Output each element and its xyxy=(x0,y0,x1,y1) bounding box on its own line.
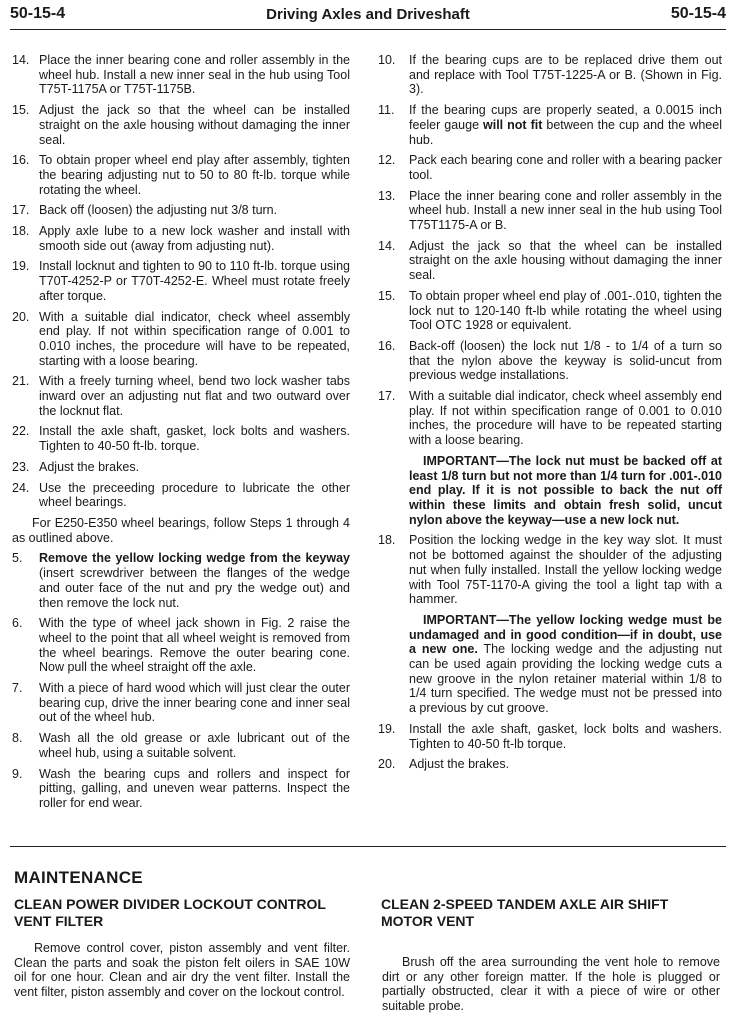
step-item: 22. Install the axle shaft, gasket, lock bolts and washers. Tighten to 40-50 ft-lb. torque. xyxy=(12,424,350,454)
step-item: 16. To obtain proper wheel end play after assembly, tighten the bearing adjusting nut to 50 to 80 ft-lb. torque while rotating the wheel. xyxy=(12,153,350,197)
step-item: 6. With the type of wheel jack shown in Fig. 2 raise the wheel to the point that all wheel weight is removed from the wheel bearings. Remove the outer bearing cone. Now pull the wheel straight off the axle. xyxy=(12,616,350,675)
step-item: 12. Pack each bearing cone and roller with a bearing packer tool. xyxy=(378,153,722,182)
section-rule xyxy=(10,846,726,847)
step-item: 9. Wash the bearing cups and rollers and inspect for pitting, galling, and uneven wear patterns. Inspect the roller for end wear. xyxy=(12,766,350,810)
step-item: 20. Adjust the brakes. xyxy=(378,757,510,772)
step-item: 14. Place the inner bearing cone and roller assembly in the wheel hub. Install a new inner seal in the hub using Tool T75T-1175A or T75T-1175B. xyxy=(12,53,350,97)
step-item: 18. Apply axle lube to a new lock washer and install with smooth side out (away from adjusting nut). xyxy=(12,224,350,253)
step-item: 21. With a freely turning wheel, bend two lock washer tabs inward over an adjusting nut flat and two outward over the locknut flat. xyxy=(12,374,350,418)
step-item: 7. With a piece of hard wood which will just clear the outer bearing cup, drive the inner bearing cone and inner seal out of the wheel hub. xyxy=(12,681,350,725)
step-item: 19. Install the axle shaft, gasket, lock bolts and washers. Tighten to 40-50 ft-lb torque. xyxy=(378,721,722,751)
important-note: IMPORTANT—The yellow locking wedge must be undamaged and in good condition—if in doubt, use a new one. The locking wedge and the adjusting nut can be used again providing the locking wedge cuts a new groove in the nylon retainer material within 1/8 to 1/4 turn specified. The wedge must not be pressed into a previous by cut groove. xyxy=(409,612,722,716)
step-item: 8. Wash all the old grease or axle lubricant out of the wheel hub, using a suitable solvent. xyxy=(12,731,350,760)
subsection-title: CLEAN POWER DIVIDER LOCKOUT CONTROL VENT FILTER xyxy=(14,896,326,929)
step-item: 14. Adjust the jack so that the wheel can be installed straight on the axle housing without damaging the inner seal. xyxy=(378,238,722,283)
subsection-body: Remove control cover, piston assembly and vent filter. Clean the parts and soak the piston felt oilers in SAE 10W oil for one hour. Clean and air dry the vent filter. Install the vent filter, piston assembly and cover on the lockout control. xyxy=(14,941,350,1000)
subsection-title: CLEAN 2-SPEED TANDEM AXLE AIR SHIFT MOTOR VENT xyxy=(381,896,669,929)
step-item: 16. Back-off (loosen) the lock nut 1/8 - to 1/4 of a turn so that the nylon above the keyway is solid-uncut from previous wedge installations. xyxy=(378,338,722,383)
step-item: 23. Adjust the brakes. xyxy=(12,459,140,474)
header-rule xyxy=(10,29,726,30)
step-item: 11. If the bearing cups are properly seated, a 0.0015 inch feeler gauge will not fit between the cup and the wheel hub. xyxy=(378,103,722,147)
step-item: 18. Position the locking wedge in the key way slot. It must not be bottomed against the shoulder of the adjusting nut when fully installed. Install the yellow locking wedge with Tool 75T-1170-A giving the tool a light tap with a hammer. xyxy=(378,533,722,607)
page-title: Driving Axles and Driveshaft xyxy=(266,6,470,23)
step-item: 19. Install locknut and tighten to 90 to 110 ft-lb. torque using T70T-4252-P or T70T-4252-E. Wheel must rotate freely after torque. xyxy=(12,259,350,303)
maintenance-heading: MAINTENANCE xyxy=(14,868,143,887)
step-item: 20. With a suitable dial indicator, check wheel assembly end play. If not within specification range of 0.001 to 0.010 inches, the procedure will have to be repeated, starting with a loose bearing. xyxy=(12,309,350,368)
step-item: 10. If the bearing cups are to be replaced drive them out and replace with Tool T75T-1225-A or B. (Shown in Fig. 3). xyxy=(378,53,722,97)
step-item: 17. With a suitable dial indicator, check wheel assembly end play. If not within specification range of 0.001 to 0.010 inches, the procedure will have to be repeated starting with a loose bearing. xyxy=(378,389,722,448)
page-number-left: 50-15-4 xyxy=(10,5,66,22)
page-number-right: 50-15-4 xyxy=(670,5,726,22)
step-item: 17. Back off (loosen) the adjusting nut 3/8 turn. xyxy=(12,203,278,218)
left-column xyxy=(12,53,350,817)
important-note: IMPORTANT—The lock nut must be backed off at least 1/8 turn but not more than 1/4 turn for .001-.010 end play. If it is not possible to back the nut off within these limits and obtain fresh solid, uncut nylon above the keyway—use a new lock nut. xyxy=(409,453,722,527)
right-column xyxy=(378,53,722,778)
step-item: 24. Use the preceeding procedure to lubricate the other wheel bearings. xyxy=(12,480,350,510)
step-item: 15. To obtain proper wheel end play of .001-.010, tighten the lock nut to 120-140 ft-lb while rotating the wheel using Tool OTC 1928 or equivalent. xyxy=(378,288,722,333)
intro-paragraph: For E250-E350 wheel bearings, follow Steps 1 through 4 as outlined above. xyxy=(12,515,350,545)
page-header xyxy=(10,3,726,25)
subsection-body: Brush off the area surrounding the vent hole to remove dirt or any other foreign matter. If the hole is plugged or partially obstructed, clear it with a piece of wire or other suitable probe. xyxy=(382,955,720,1014)
step-item: 15. Adjust the jack so that the wheel can be installed straight on the axle housing without damaging the inner seal. xyxy=(12,103,350,147)
step-item: 13. Place the inner bearing cone and roller assembly in the wheel hub. Install a new inner seal in the hub using Tool T75T1175-A or B. xyxy=(378,188,722,233)
step-item: 5. Remove the yellow locking wedge from the keyway (insert screwdriver between the flanges of the wedge and outer face of the nut and pry the wedge out) and then remove the lock nut. xyxy=(12,551,350,610)
